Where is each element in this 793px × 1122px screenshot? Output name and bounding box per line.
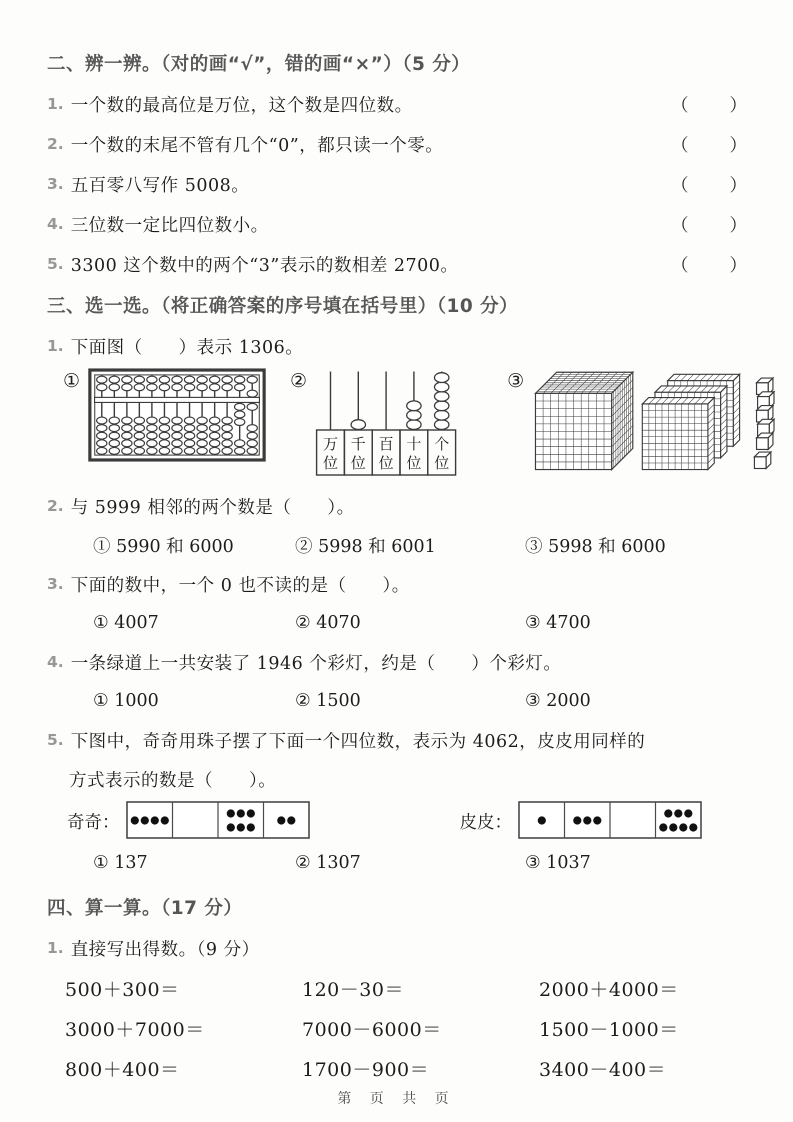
option-item: ③ 5998 和 6000 — [525, 536, 666, 557]
judge-items — [47, 84, 749, 284]
judge-item — [47, 204, 749, 244]
item-number: 2. — [47, 135, 64, 153]
option-item: ③ 1037 — [525, 853, 591, 873]
answer-brackets: （ ） — [671, 175, 749, 196]
option-item: ② 1307 — [295, 853, 361, 873]
option-item: ① 137 — [93, 853, 148, 873]
calc-subheader: 直接写出得数。（9 分） — [70, 939, 260, 960]
question-line-5a — [47, 720, 749, 760]
calc-header: 四、算一算。（17 分） — [47, 898, 243, 919]
svg-text:千: 千 — [350, 435, 366, 453]
calc-problem: 500＋300＝ — [65, 978, 180, 1001]
item-text: 五百零八写作 5008。 — [70, 175, 250, 196]
answer-brackets: （ ） — [671, 135, 749, 156]
abacus-figure — [88, 368, 266, 462]
answer-brackets: （ ） — [671, 255, 749, 276]
question-text: 下面图（ ）表示 1306。 — [70, 337, 304, 358]
calc-problem: 120－30＝ — [302, 978, 404, 1001]
judge-item — [47, 164, 749, 204]
question-number: 1. — [47, 939, 64, 957]
plate-group — [67, 801, 310, 841]
page-footer: 第 页 共 页 — [337, 1091, 456, 1107]
place-frame-figure — [315, 368, 457, 477]
abacus-figure-group — [63, 368, 266, 462]
plate-label: 奇奇： — [67, 812, 120, 833]
judge-item — [47, 244, 749, 284]
question-text: 与 5999 相邻的两个数是（ ）。 — [70, 497, 355, 518]
blocks-svg — [532, 368, 778, 478]
svg-text:十: 十 — [406, 435, 422, 453]
figure-label: ① — [63, 370, 81, 392]
judge-header: 二、辨一辨。（对的画“√”，错的画“×”）（5 分） — [47, 54, 471, 75]
question-line-2 — [47, 486, 749, 526]
option-item: ① 1000 — [93, 691, 159, 711]
svg-text:个: 个 — [434, 435, 450, 453]
dot-plate-svg — [518, 801, 702, 841]
calc-grid — [47, 968, 749, 1088]
bead-plates-row — [47, 798, 749, 844]
question-text: 一条绿道上一共安装了 1946 个彩灯，约是（ ）个彩灯。 — [70, 653, 562, 674]
svg-text:位: 位 — [323, 454, 339, 472]
question-line-4 — [47, 642, 749, 682]
option-item: ③ 4700 — [525, 613, 591, 633]
option-item: ② 4070 — [295, 613, 361, 633]
abacus-svg — [88, 368, 266, 462]
svg-text:百: 百 — [378, 435, 394, 453]
question-line-5b — [47, 760, 749, 798]
judge-item — [47, 124, 749, 164]
calc-problem: 2000＋4000＝ — [539, 978, 679, 1001]
svg-text:万: 万 — [323, 435, 339, 453]
option-item: ③ 2000 — [525, 691, 591, 711]
options-row-q2 — [47, 526, 749, 564]
svg-text:位: 位 — [434, 454, 450, 472]
svg-text:位: 位 — [378, 454, 394, 472]
svg-text:位: 位 — [350, 454, 366, 472]
question-number: 4. — [47, 653, 64, 671]
judge-item — [47, 84, 749, 124]
calc-problem: 1500－1000＝ — [539, 1018, 679, 1041]
question-line-3 — [47, 564, 749, 604]
item-text: 一个数的末尾不管有几个“0”，都只读一个零。 — [70, 135, 444, 156]
question-line-1 — [47, 326, 749, 366]
item-text: 三位数一定比四位数小。 — [70, 215, 269, 236]
blocks-figure — [532, 368, 778, 478]
figure-label: ③ — [507, 370, 525, 392]
option-item: ② 5998 和 6001 — [295, 536, 436, 557]
figure-label: ② — [290, 370, 308, 392]
place-frame-svg — [315, 368, 457, 477]
calc-section — [47, 886, 749, 1088]
calc-problem: 3000＋7000＝ — [65, 1018, 205, 1041]
question-number: 5. — [47, 731, 64, 749]
figures-row — [47, 368, 749, 480]
option-item: ② 1500 — [295, 691, 361, 711]
svg-text:位: 位 — [406, 454, 422, 472]
calc-problem: 1700－900＝ — [302, 1058, 430, 1081]
answer-brackets: （ ） — [671, 95, 749, 116]
item-text: 3300 这个数中的两个“3”表示的数相差 2700。 — [70, 255, 459, 276]
blocks-figure-group — [507, 368, 778, 478]
question-number: 2. — [47, 497, 64, 515]
plate-group — [460, 801, 703, 841]
item-number: 3. — [47, 175, 64, 193]
answer-brackets: （ ） — [671, 215, 749, 236]
calc-subheader-line — [47, 928, 749, 968]
item-number: 4. — [47, 215, 64, 233]
option-item: ① 5990 和 6000 — [93, 536, 234, 557]
choose-header: 三、选一选。（将正确答案的序号填在括号里）（10 分） — [47, 296, 519, 317]
calc-problem: 800＋400＝ — [65, 1058, 180, 1081]
question-text: 下图中，奇奇用珠子摆了下面一个四位数，表示为 4062，皮皮用同样的 — [70, 731, 646, 752]
options-row-q3 — [47, 604, 749, 642]
place-frame-figure-group — [290, 368, 457, 477]
dot-plate-figure — [126, 801, 310, 841]
plate-label: 皮皮： — [459, 812, 512, 833]
question-text: 下面的数中，一个 0 也不读的是（ ）。 — [70, 575, 410, 596]
item-number: 1. — [47, 95, 64, 113]
question-text: 方式表示的数是（ ）。 — [69, 770, 277, 791]
choose-section — [47, 284, 749, 882]
calc-problem: 3400－400＝ — [539, 1058, 667, 1081]
judge-section — [47, 42, 749, 284]
question-number: 1. — [47, 337, 64, 355]
options-row-q4 — [47, 682, 749, 720]
options-row-q5 — [47, 844, 749, 882]
calc-problem: 7000－6000＝ — [302, 1018, 442, 1041]
dot-plate-svg — [126, 801, 310, 841]
item-number: 5. — [47, 255, 64, 273]
question-number: 3. — [47, 575, 64, 593]
dot-plate-figure — [518, 801, 702, 841]
option-item: ① 4007 — [93, 613, 159, 633]
item-text: 一个数的最高位是万位，这个数是四位数。 — [70, 95, 413, 116]
